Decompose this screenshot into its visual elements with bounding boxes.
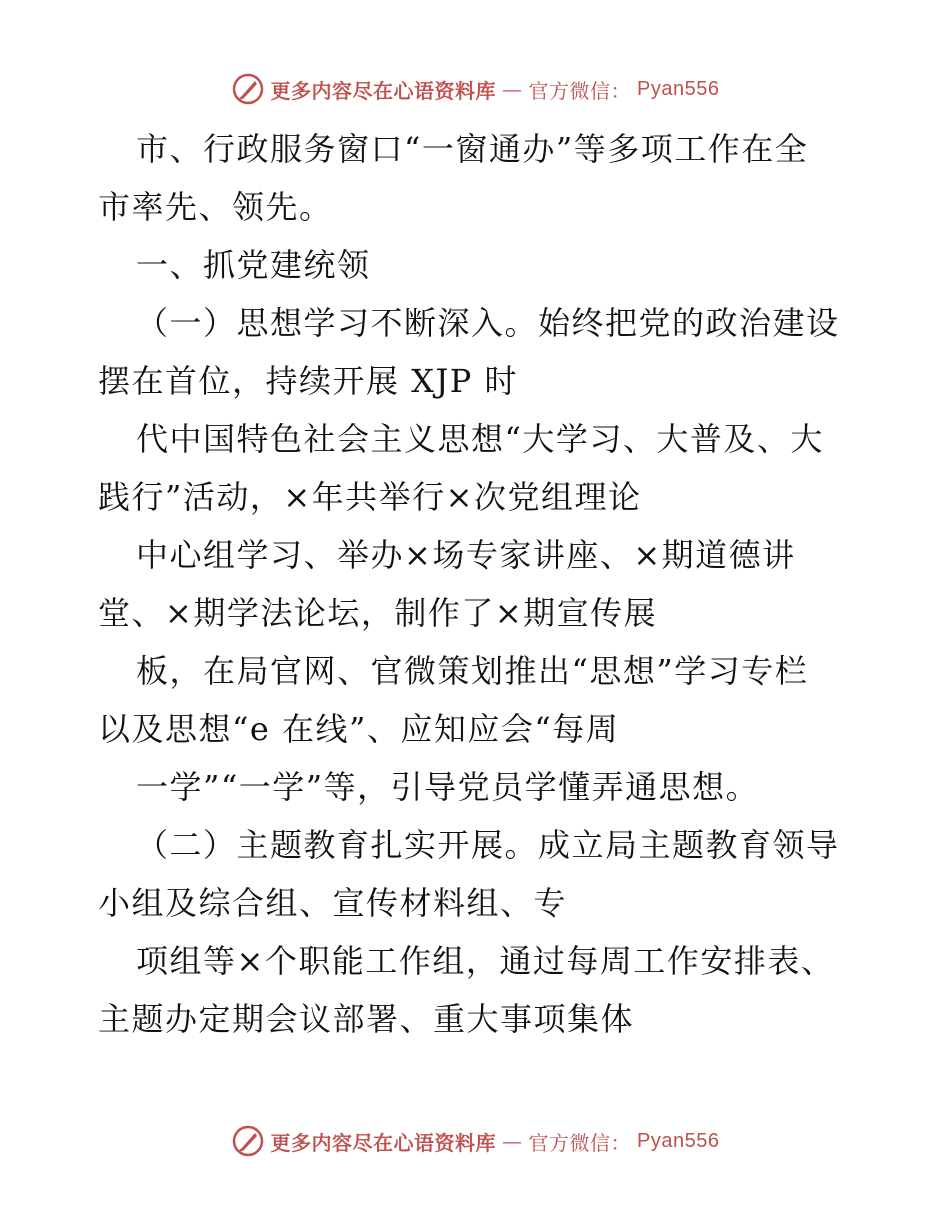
text-line: （一）思想学习不断深入。始终把党的政治建设	[136, 304, 840, 342]
text-line: 堂、×期学法论坛，制作了×期宣传展	[98, 594, 658, 632]
watermark-brand: 更多内容尽在心语资料库	[270, 1130, 497, 1155]
watermark-wechat-id: Pyan556	[637, 77, 720, 100]
watermark-separator: —	[502, 1129, 523, 1153]
watermark-brand: 更多内容尽在心语资料库	[270, 78, 497, 103]
text-line: 以及思想“e 在线”、应知应会“每周	[98, 710, 620, 748]
feather-pen-logo-icon	[231, 1124, 265, 1158]
watermark-label: 官方微信：	[528, 78, 632, 103]
text-line: 市、行政服务窗口“一窗通办”等多项工作在全	[136, 130, 809, 168]
text-line: 主题办定期会议部署、重大事项集体	[98, 1000, 635, 1038]
feather-pen-logo-icon	[231, 72, 265, 106]
text-line: 践行”活动，×年共举行×次党组理论	[98, 478, 642, 516]
document-body	[98, 120, 858, 1048]
text-line: 市率先、领先。	[98, 188, 333, 226]
watermark-label: 官方微信：	[528, 1130, 632, 1155]
text-line: 摆在首位，持续开展 XJP 时	[98, 362, 518, 400]
watermark-separator: —	[502, 77, 523, 101]
footer-watermark	[0, 1124, 950, 1158]
text-line: 板，在局官网、官微策划推出“思想”学习专栏	[136, 652, 809, 690]
text-line: 项组等×个职能工作组，通过每周工作安排表、	[136, 942, 835, 980]
section-heading: 一、抓党建统领	[136, 246, 371, 284]
header-watermark	[0, 72, 950, 106]
text-line: 中心组学习、举办×场专家讲座、×期道德讲	[136, 536, 796, 574]
text-line: 一学”“一学”等，引导党员学懂弄通思想。	[136, 768, 760, 806]
text-line: （二）主题教育扎实开展。成立局主题教育领导	[136, 826, 840, 864]
text-line: 小组及综合组、宣传材料组、专	[98, 884, 568, 922]
watermark-wechat-id: Pyan556	[637, 1129, 720, 1152]
text-line: 代中国特色社会主义思想“大学习、大普及、大	[136, 420, 824, 458]
